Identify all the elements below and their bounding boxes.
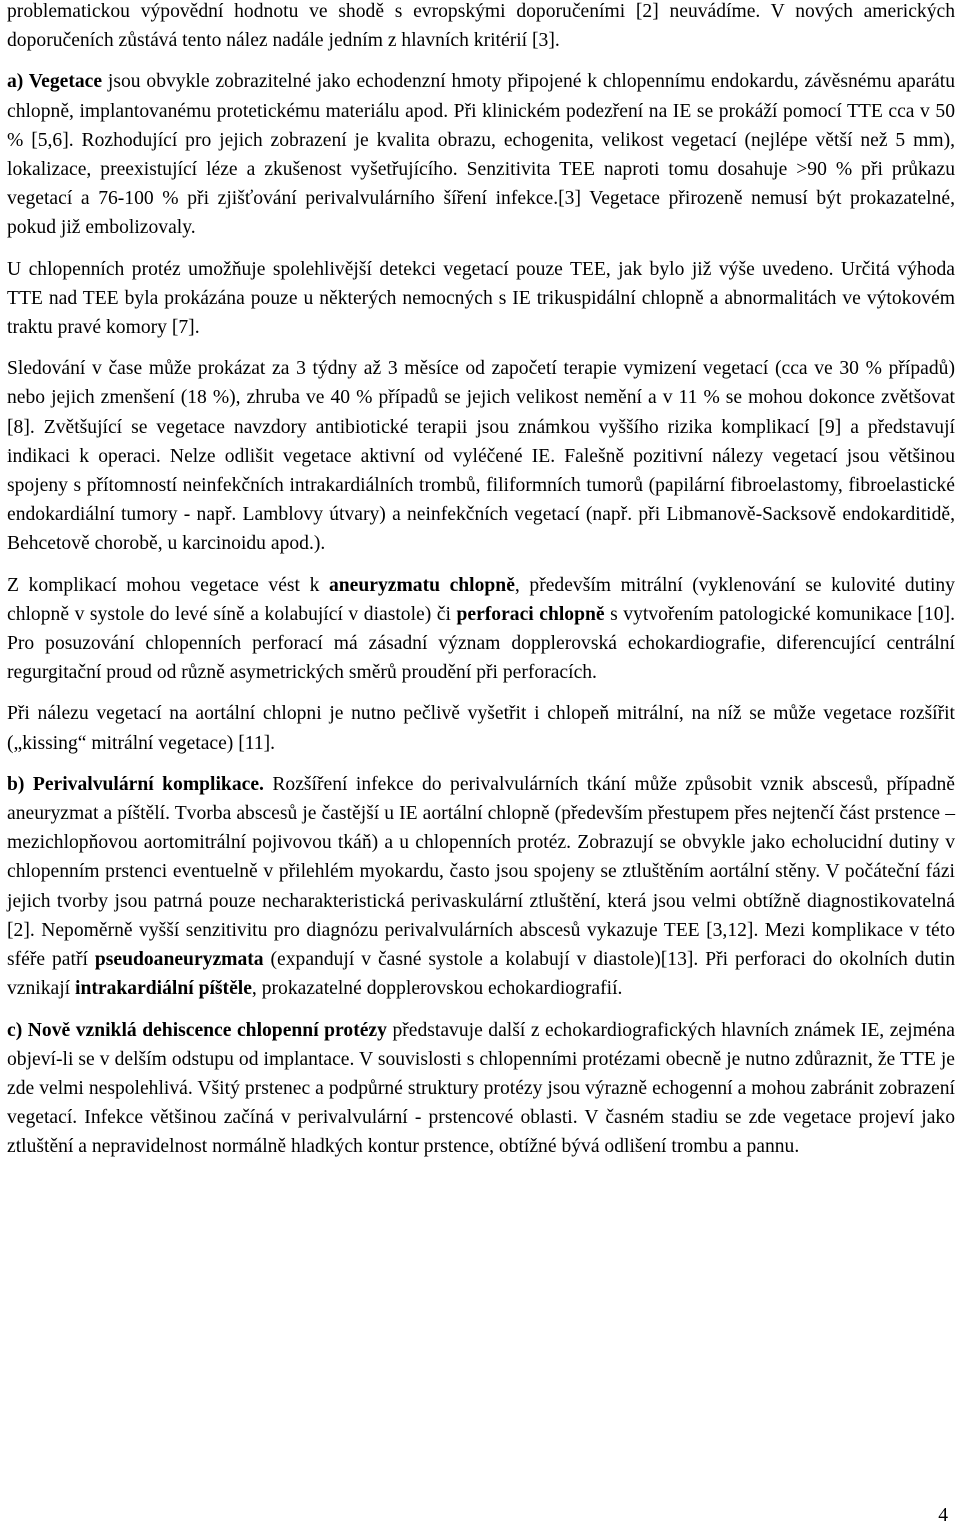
- bold-text-run: perforaci chlopně: [456, 603, 605, 625]
- document-body: [7, 0, 955, 1162]
- bold-text-run: c) Nově vzniklá dehiscence chlopenní protézy: [7, 1019, 387, 1041]
- text-run: představuje další z echokardiografických hlavních známek IE, zejména objeví-li se v delším odstupu od implantace. V souvislosti s chlopenními protézami obecně je nutno zdůraznit, že TTE je zde velmi nespolehlivá. Všitý prstenec a podpůrné struktury protézy jsou výrazně echogenní a mohou zabránit zobrazení vegetací. Infekce většinou začíná v perivalvulární - prstencové oblasti. V časném stadiu se zde vegetace projeví jako ztluštění a nepravidelnost normálně hladkých kontur prstence, obtížné bývá odlišení trombu a pannu.: [7, 1019, 955, 1158]
- text-run: s vytvořením patologické komunikace [10]. Pro posuzování chlopenních perforací má zásadní význam dopplerovská echokardiografie, diferencující centrální regurgitační proud od různě asymetrických směrů proudění při perforacích.: [7, 603, 955, 684]
- paragraph-p3: [7, 354, 955, 558]
- text-run: Z komplikací mohou vegetace vést k: [7, 574, 329, 596]
- bold-text-run: pseudoaneuryzmata: [94, 949, 264, 971]
- paragraph-p7: [7, 1016, 955, 1162]
- text-run: Sledování v čase může prokázat za 3 týdny až 3 měsíce od započetí terapie vymizení vegetací (cca ve 30 % případů) nebo jejich zmenšení (18 %), zhruba ve 40 % případů se jejich velikost nemění a v 11 % se mohou dokonce zvětšovat [8]. Zvětšující se vegetace navzdory antibiotické terapii jsou známkou vyššího rizika komplikací [9] a představují indikaci k operaci. Nelze odlišit vegetace aktivní od vyléčené IE. Falešně pozitivní nálezy vegetací jsou většinou spojeny s přítomností neinfekčních intrakardiálních trombů, filiformních tumorů (papilární fibroelastomy, fibroelastické endokardiální tumory - např. Lamblovy útvary) a neinfekčních vegetací (např. při Libmanově-Sacksově endokarditidě, Behcetově chorobě, u karcinoidu apod.).: [7, 358, 955, 555]
- paragraph-p6: [7, 770, 955, 1004]
- bold-text-run: b) Perivalvulární komplikace.: [7, 773, 264, 795]
- text-run: , především mitrální (vyklenování se kulovité dutiny chlopně v systole do levé síně a kolabující v diastole) či: [7, 574, 955, 625]
- paragraph-p4: [7, 571, 955, 688]
- text-run: problematickou výpovědní hodnotu ve shodě s evropskými doporučeními [2] neuvádíme. V nových amerických doporučeních zůstává tento nález nadále jedním z hlavních kritérií [3].: [7, 1, 955, 52]
- paragraph-p1: [7, 67, 955, 242]
- paragraph-p5: [7, 699, 955, 757]
- paragraph-p2: [7, 255, 955, 343]
- bold-text-run: intrakardiální píštěle: [75, 978, 252, 1000]
- text-run: (expandují v časné systole a kolabují v diastole)[13]. Při perforaci do okolních dutin vznikají: [7, 949, 956, 1000]
- text-run: , prokazatelné dopplerovskou echokardiografií.: [251, 978, 623, 1000]
- document-page: [7, 0, 956, 1526]
- bold-text-run: aneuryzmatu chlopně: [328, 574, 515, 596]
- bold-text-run: a) Vegetace: [7, 71, 103, 93]
- text-run: jsou obvykle zobrazitelné jako echodenzní hmoty připojené k chlopennímu endokardu, závěsnému aparátu chlopně, implantovanému protetickému materiálu apod. Při klinickém podezření na IE se prokáží pomocí TTE cca v 50 % [5,6]. Rozhodující pro jejich zobrazení je kvalita obrazu, echogenita, velikost vegetací (nejlépe větší než 5 mm), lokalizace, preexistující léze a zkušenost vyšetřujícího. Senzitivita TEE naproti tomu dosahuje >90 % při průkazu vegetací a 76-100 % při zjišťování perivalvulárního šíření infekce.[3] Vegetace přirozeně nemusí být prokazatelné, pokud již embolizovaly.: [7, 71, 955, 239]
- text-run: Rozšíření infekce do perivalvulárních tkání může způsobit vznik abscesů, případně aneuryzmat a píštělí. Tvorba abscesů je častější u IE aortální chlopně (především přestupem přes nejtenčí část prstence – mezichlopňovou aortomitrální pojivovou tkáň) a u chlopenních protéz. Zobrazují se obvykle jako echolucidní dutiny v chlopenním prstenci eventuelně v přilehlém myokardu, často jsou spojeny se ztluštěním aortální stěny. V počáteční fázi jejich tvorby jsou patrná pouze necharakteristická perivaskulární ztluštění, která jsou velmi obtížně diagnostikovatelná [2]. Nepoměrně vyšší senzitivitu pro diagnózu perivalvulárních abscesů vykazuje TEE [3,12]. Mezi komplikace v této sféře patří: [7, 773, 955, 971]
- text-run: U chlopenních protéz umožňuje spolehlivější detekci vegetací pouze TEE, jak bylo již výše uvedeno. Určitá výhoda TTE nad TEE byla prokázána pouze u některých nemocných s IE trikuspidální chlopně a abnormalitách ve výtokovém traktu pravé komory [7].: [7, 258, 955, 339]
- page-number: 4: [938, 1505, 948, 1526]
- paragraph-p0: [7, 0, 955, 55]
- text-run: Při nálezu vegetací na aortální chlopni je nutno pečlivě vyšetřit i chlopeň mitrální, na níž se může vegetace rozšířit („kissing“ mitrální vegetace) [11].: [7, 703, 955, 754]
